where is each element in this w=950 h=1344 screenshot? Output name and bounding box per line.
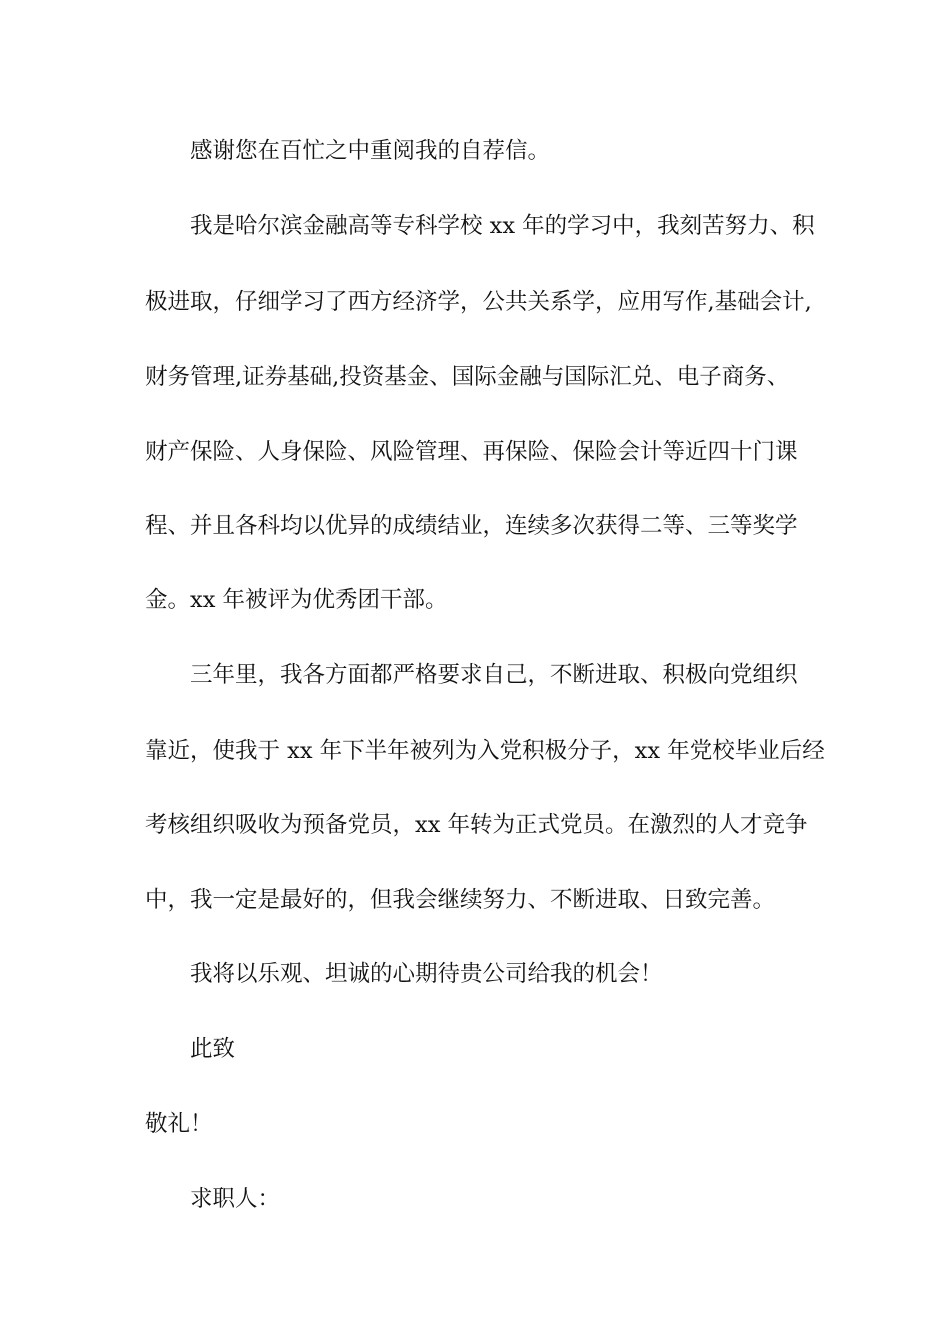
regards-line: 敬礼！ xyxy=(145,1111,213,1137)
body-line: 极进取，仔细学习了西方经济学，公共关系学，应用写作,基础会计, xyxy=(145,289,812,315)
body-line: 金。xx 年被评为优秀团干部。 xyxy=(145,587,448,613)
signature-label: 求职人： xyxy=(190,1186,281,1212)
body-line: 三年里，我各方面都严格要求自己，不断进取、积极向党组织 xyxy=(190,662,798,688)
body-line: 靠近，使我于 xx 年下半年被列为入党积极分子，xx 年党校毕业后经 xyxy=(145,738,825,764)
opening-line: 感谢您在百忙之中重阅我的自荐信。 xyxy=(190,138,551,164)
closing-hope-line: 我将以乐观、坦诚的心期待贵公司给我的机会！ xyxy=(190,961,663,987)
body-line: 考核组织吸收为预备党员，xx 年转为正式党员。在激烈的人才竞争 xyxy=(145,812,808,838)
body-line: 财产保险、人身保险、风险管理、再保险、保险会计等近四十门课 xyxy=(145,439,798,465)
body-line: 中，我一定是最好的，但我会继续努力、不断进取、日致完善。 xyxy=(145,887,776,913)
body-line: 财务管理,证券基础,投资基金、国际金融与国际汇兑、电子商务、 xyxy=(145,364,790,390)
body-line: 我是哈尔滨金融高等专科学校 xx 年的学习中，我刻苦努力、积 xyxy=(190,213,815,239)
body-line: 程、并且各科均以优异的成绩结业，连续多次获得二等、三等奖学 xyxy=(145,513,798,539)
salutation-line: 此致 xyxy=(190,1036,236,1062)
